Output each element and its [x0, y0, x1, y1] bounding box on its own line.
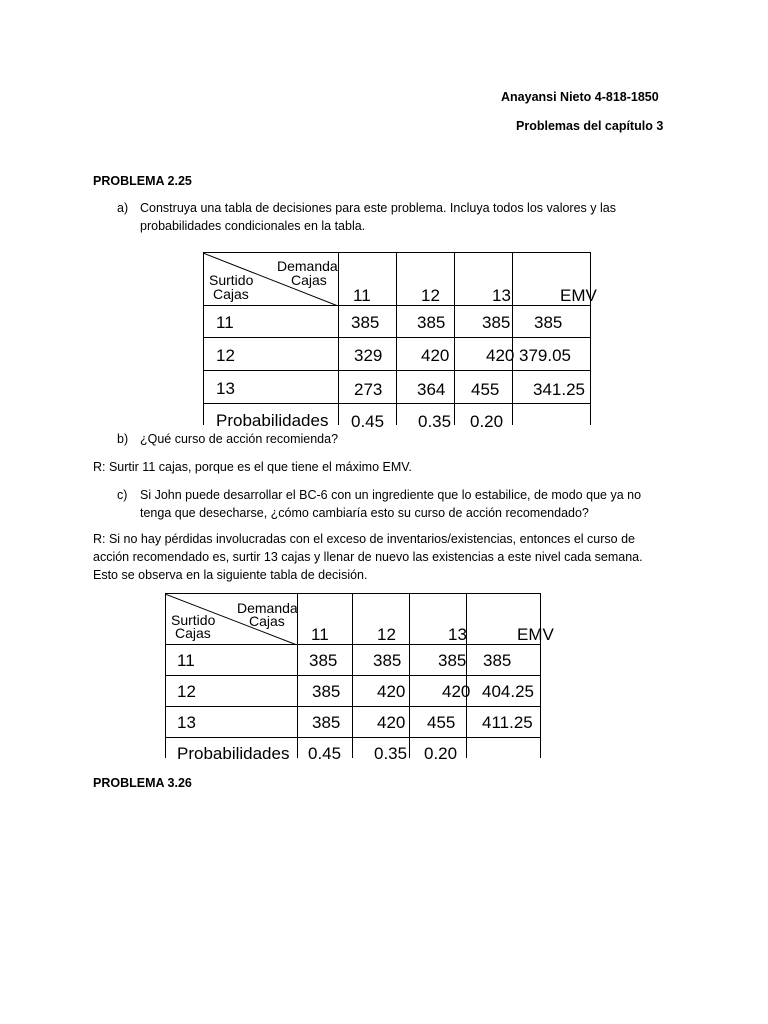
table-cell: 420 [442, 682, 471, 701]
column-header: 12 [421, 286, 440, 305]
table-cell: 385 [309, 651, 338, 670]
item-label-c: c) [117, 488, 128, 502]
table-row [203, 306, 591, 338]
table-cell: 385 [351, 313, 380, 332]
table-cell: 385 [534, 313, 563, 332]
table-cell: 0.20 [470, 412, 504, 431]
row-label: 11 [216, 313, 234, 332]
table-cell: 0.45 [308, 744, 342, 763]
corner-demand-unit: Cajas [249, 613, 285, 629]
table-cell: 385 [483, 651, 512, 670]
table-cell: 385 [312, 682, 341, 701]
problem-title-2: PROBLEMA 3.26 [93, 776, 192, 790]
corner-demand-label: Demanda [277, 258, 338, 274]
table-cell: 329 [354, 346, 383, 365]
corner-demand-label: Demanda [237, 600, 298, 616]
chapter-subtitle: Problemas del capítulo 3 [516, 119, 664, 133]
row-label: 12 [216, 346, 235, 365]
decision-table-2 [165, 593, 554, 763]
item-a-text-2: probabilidades condicionales en la tabla. [140, 219, 366, 233]
item-b-text: ¿Qué curso de acción recomienda? [140, 432, 339, 446]
table-cell: 420 [377, 713, 406, 732]
table-cell: 420 [421, 346, 450, 365]
row-label: Probabilidades [216, 411, 329, 430]
column-header: 11 [353, 286, 371, 305]
answer-c-line-2: acción recomendado es, surtir 13 cajas y llenar de nuevo las existencias a este nivel cada semana. [93, 550, 643, 564]
table-cell: 341.25 [533, 380, 585, 399]
table-cell: 0.35 [374, 744, 408, 763]
table-cell: 0.45 [351, 412, 385, 431]
corner-demand-unit: Cajas [291, 272, 327, 288]
table-cell: 385 [417, 313, 446, 332]
item-label-a: a) [117, 201, 129, 215]
column-header: 13 [448, 625, 467, 644]
table-cell: 0.35 [418, 412, 452, 431]
table-cell: 455 [471, 380, 500, 399]
corner-stock-unit: Cajas [213, 286, 249, 302]
row-label: 13 [177, 713, 196, 732]
column-header: 12 [377, 625, 396, 644]
row-label: 11 [177, 651, 195, 670]
table-cell: 385 [482, 313, 511, 332]
column-header: EMV [517, 625, 554, 644]
table-cell: 364 [417, 380, 446, 399]
decision-table-1 [203, 252, 597, 431]
table-cell: 411.25 [482, 713, 533, 732]
answer-b: R: Surtir 11 cajas, porque es el que tiene el máximo EMV. [93, 460, 412, 474]
table-cell: 404.25 [482, 682, 534, 701]
table-cell: 385 [438, 651, 467, 670]
author-line: Anayansi Nieto 4-818-1850 [501, 90, 659, 104]
corner-stock-unit: Cajas [175, 625, 211, 641]
table-cell: 385 [373, 651, 402, 670]
column-header: EMV [560, 286, 597, 305]
table-cell: 420 [377, 682, 406, 701]
table-cell: 420 [486, 346, 515, 365]
column-header: 11 [311, 625, 329, 644]
corner-stock-label: Surtido [171, 612, 216, 628]
item-a-text-1: Construya una tabla de decisiones para este problema. Incluya todos los valores y las [140, 201, 616, 215]
item-label-b: b) [117, 432, 129, 446]
table-cell: 273 [354, 380, 383, 399]
row-label: Probabilidades [177, 744, 290, 763]
row-label: 13 [216, 379, 235, 398]
table-cell: 379.05 [519, 346, 571, 365]
corner-stock-label: Surtido [209, 272, 254, 288]
item-c-text-1: Si John puede desarrollar el BC-6 con un ingrediente que lo estabilice, de modo que ya no [140, 488, 642, 502]
table-cell: 455 [427, 713, 456, 732]
item-c-text-2: tenga que desecharse, ¿cómo cambiaría esto su curso de acción recomendado? [140, 506, 589, 520]
table-cell: 0.20 [424, 744, 458, 763]
column-header: 13 [492, 286, 511, 305]
row-label: 12 [177, 682, 196, 701]
answer-c-line-1: R: Si no hay pérdidas involucradas con el exceso de inventarios/existencias, entonces el curso de [93, 532, 635, 546]
table-cell: 385 [312, 713, 341, 732]
answer-c-line-3: Esto se observa en la siguiente tabla de decisión. [93, 568, 368, 582]
problem-title: PROBLEMA 2.25 [93, 174, 192, 188]
